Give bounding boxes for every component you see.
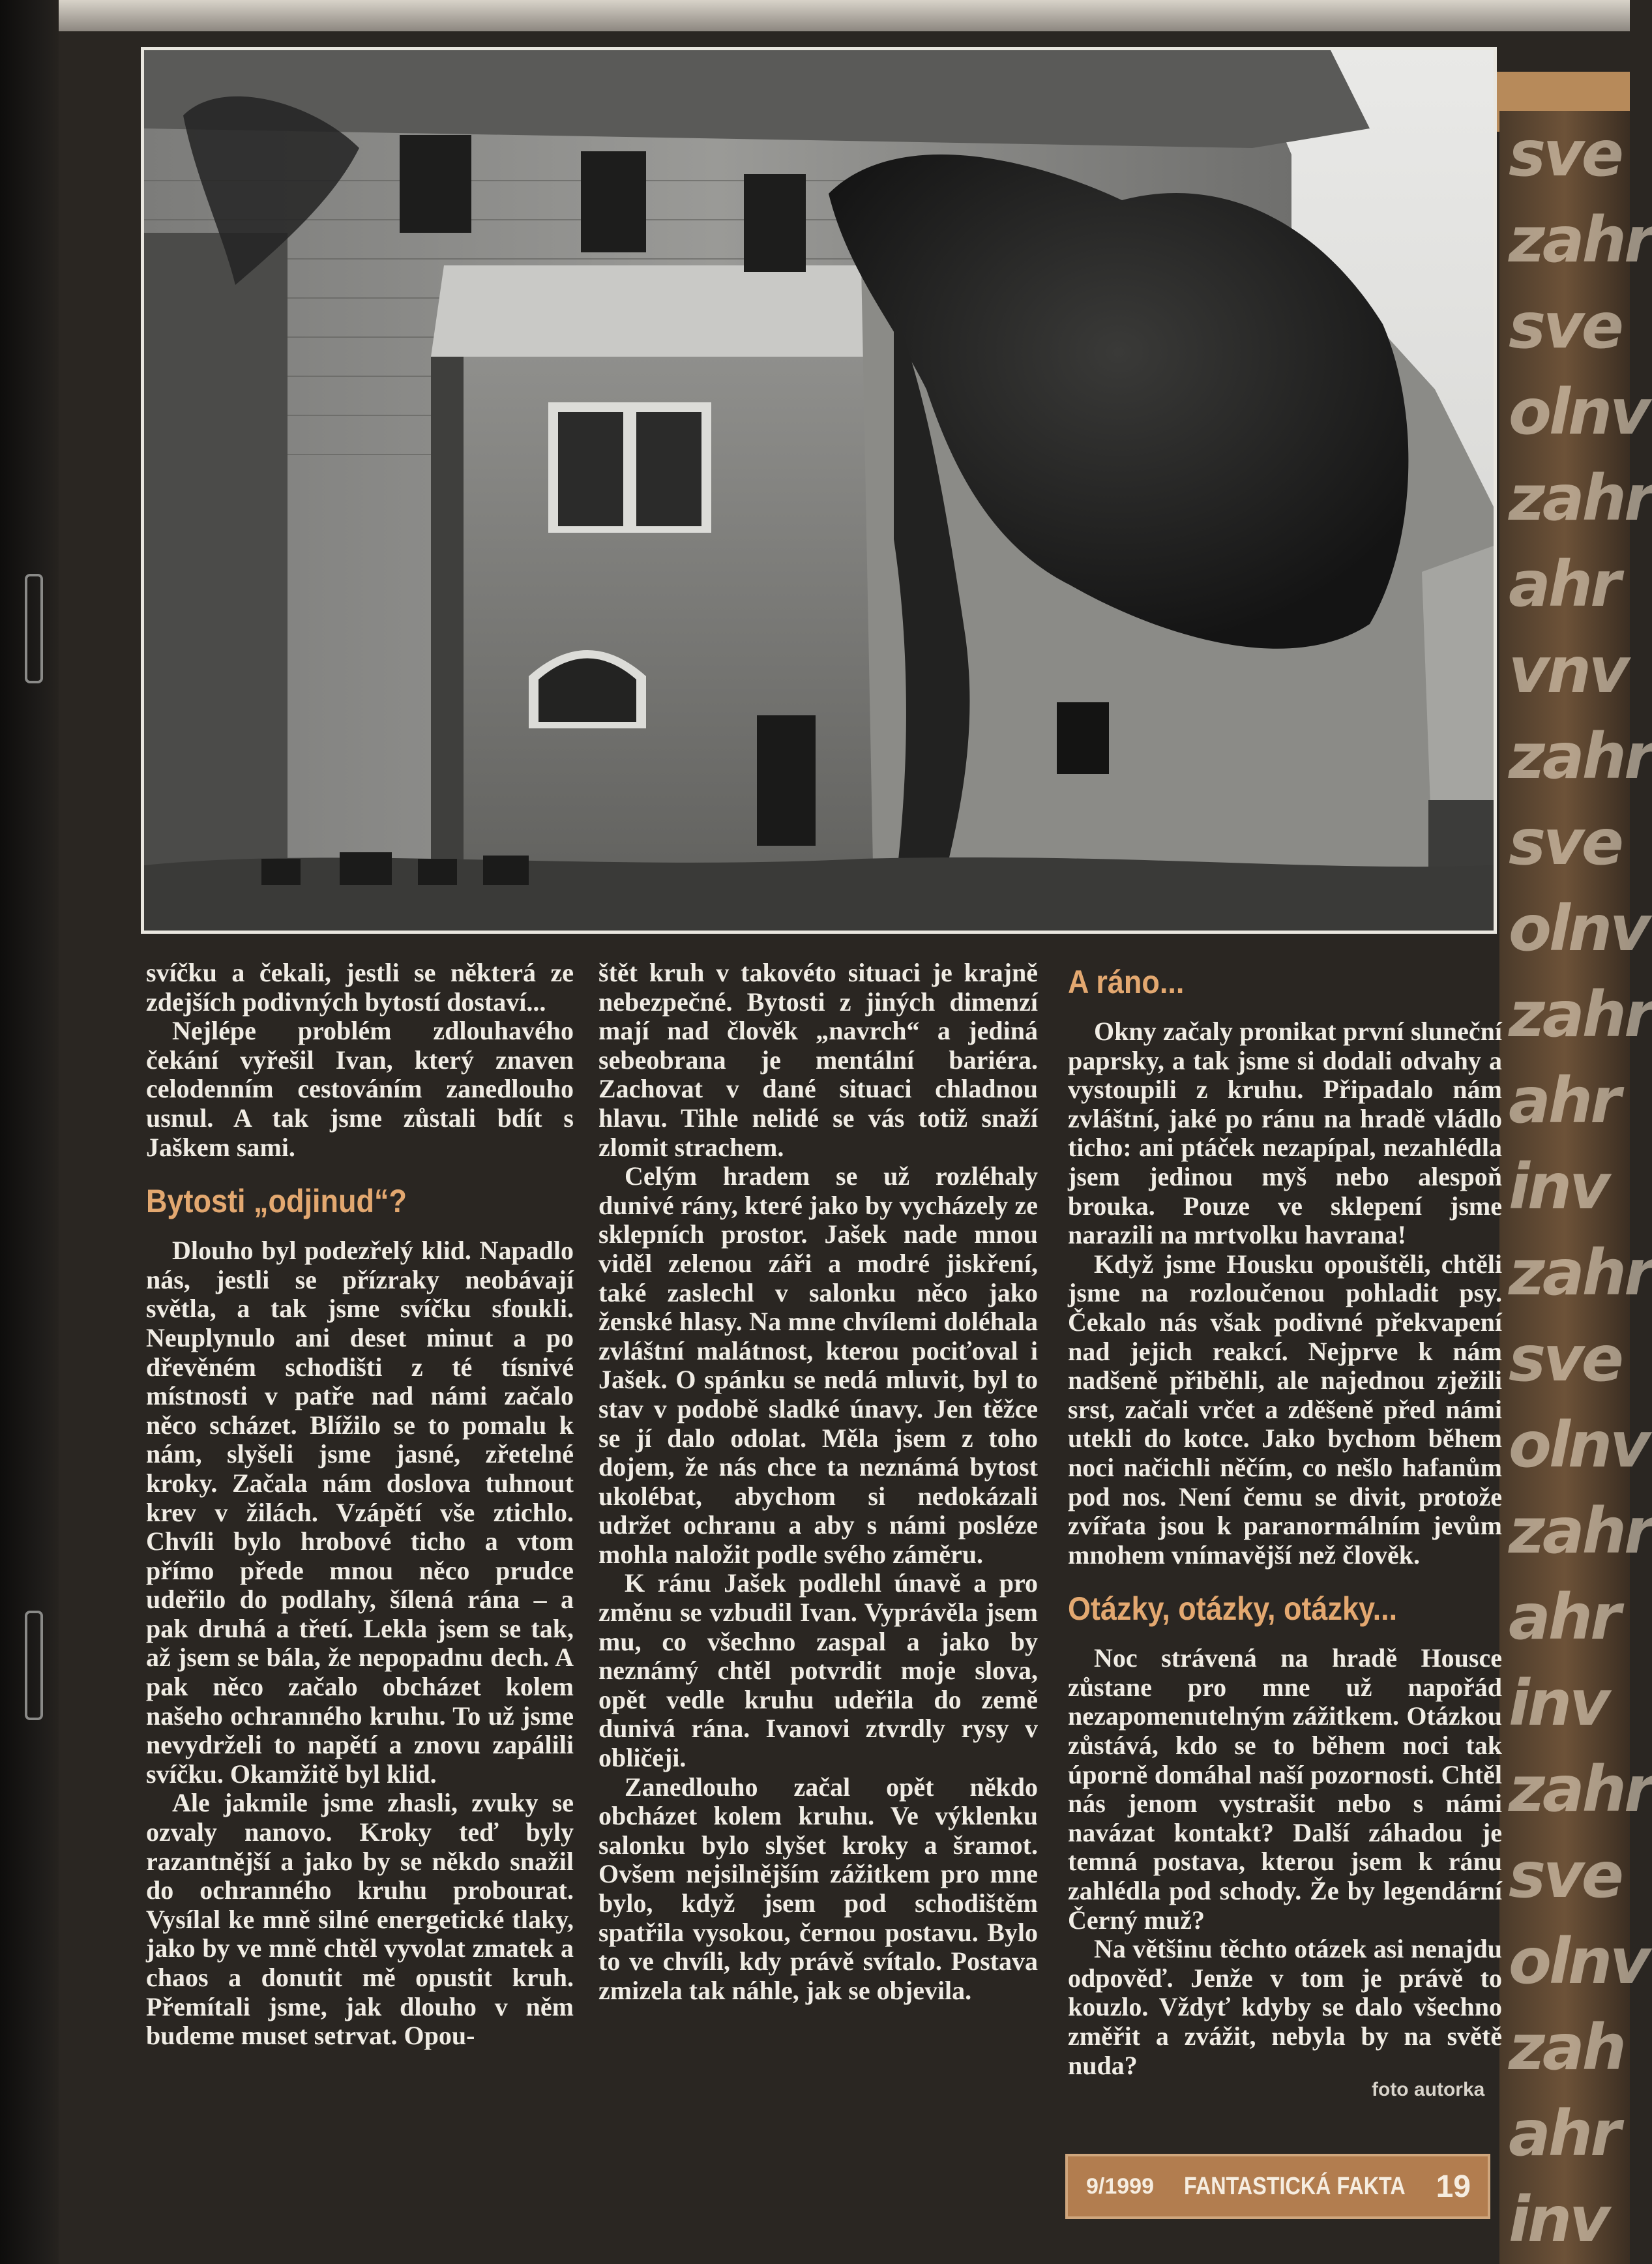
strip-word: inv (1509, 2183, 1608, 2256)
strip-word: olnv (1509, 376, 1648, 449)
text-column-1 (146, 959, 574, 2051)
paragraph: Dlouho byl podezřelý klid. Napadlo nás, jestli se přízraky neobávají světla, a tak jsme svíčku sfoukli. Neuplynulo ani deset minut a po dřevěném schodišti z té tísnivé místnosti v patře nad námi začalo něco scházet. Blížilo se to pomalu k nám, slyšeli jsme jasné, zřetelné kroky. Začala nám doslova tuhnout krev v žilách. Vzápětí vše ztichlo. Chvíli bylo hrobové ticho a vtom přímo přede mnou něco prudce udeřilo do podlahy, šílená rána – a pak druhá a třetí. Lekla jsem se tak, až jsem se bála, že nepopadnu dech. A pak něco začalo obcházet kolem našeho ochranného kruhu. To už jsme nevydrželi to napětí a znovu zapálili svíčku. Okamžitě byl klid. (146, 1236, 574, 1789)
strip-word: ahr (1509, 2097, 1619, 2170)
strip-word: zahr (1509, 720, 1652, 793)
strip-word: inv (1509, 1667, 1608, 1740)
strip-word: zahr (1509, 1495, 1652, 1568)
strip-word: zah (1509, 2011, 1624, 2084)
strip-word: sve (1509, 1839, 1621, 1912)
paragraph: Na většinu těchto otázek asi nenajdu odpověď. Jenže v tom je právě to kouzlo. Vždyť kdyby se dalo všechno změřit a zvážit, nebyla by na světě nuda? (1068, 1934, 1502, 2080)
section-heading: Bytosti „odjinud“? (146, 1183, 407, 1220)
strip-word: inv (1509, 1150, 1608, 1223)
strip-word: zahr (1509, 1236, 1652, 1309)
magazine-binding (0, 0, 59, 2264)
strip-word: olnv (1509, 1925, 1648, 1998)
paragraph: Když jsme Housku opouštěli, chtěli jsme na rozloučenou pohladit psy. Čekalo nás však podivné překvapení nad jejich reakcí. Nejprve k nám nadšeně přiběhli, ale najednou zježili srst, začali vrčet a zděšeně před námi utekli do kotce. Jako bychom během noci načichli něčím, co nešlo hafanům pod nos. Není čemu se divit, protože zvířata jsou k paranormálním jevům mnohem vnímavější než člověk. (1068, 1249, 1502, 1570)
strip-word: sve (1509, 806, 1621, 879)
paragraph: Noc strávená na hradě Housce zůstane pro mne už napořád nezapomenutelným zážitkem. Otázkou zůstává, kdo se to během noci tak úporně domáhal naší pozornosti. Chtěl nás jenom vystrašit nebo s námi navázat kontakt? Další záhadou je temná postava, kterou jsem k ránu zahlédla pod schody. Že by legendární Černý muž? (1068, 1643, 1502, 1935)
text-column-2 (598, 959, 1038, 2005)
strip-word: olnv (1509, 892, 1648, 965)
staple-icon (25, 574, 43, 683)
magazine-title: FANTASTICKÁ FAKTA (1184, 2172, 1406, 2200)
issue-number: 9/1999 (1086, 2173, 1154, 2199)
staple-icon (25, 1611, 43, 1720)
strip-word: sve (1509, 1322, 1621, 1395)
castle-photo (141, 47, 1497, 934)
next-page-strip (1499, 111, 1652, 2264)
strip-word: sve (1509, 117, 1621, 190)
strip-word: zahr (1509, 978, 1652, 1051)
strip-word: olnv (1509, 1408, 1648, 1482)
paragraph: Nejlépe problém zdlouhavého čekání vyřešil Ivan, který znaven celodenním cestováním zanedlouho usnul. A tak jsme zůstali bdít s Jaškem sami. (146, 1016, 574, 1162)
text-column-3 (1068, 959, 1502, 2080)
paragraph: svíčku a čekali, jestli se některá ze zdejších podivných bytostí dostaví... (146, 958, 574, 1017)
paragraph: Celým hradem se už rozléhaly dunivé rány, které jako by vycházely ze sklepních prostor. Jašek nade mnou viděl zelenou záři a modré jiskření, také zaslechl v salonku něco jako ženské hlasy. Na mne chvílemi doléhala zvláštní malátnost, kterou pociťoval i Jašek. O spánku se nedá mluvit, byl to stav v podobě sladké únavy. Jen těžce se jí dalo odolat. Měla jsem z toho dojem, že nás chce ta neznámá bytost ukolébat, abychom si nedokázali udržet ochranu a aby s námi posléze mohla naložit podle svého záměru. (598, 1161, 1038, 1569)
strip-word: zahr (1509, 1753, 1652, 1826)
section-heading: Otázky, otázky, otázky... (1068, 1590, 1398, 1628)
strip-word: sve (1509, 290, 1621, 363)
photo-credit: foto autorka (1372, 2079, 1485, 2100)
strip-word: vnv (1509, 634, 1627, 707)
paragraph: Zanedlouho začal opět někdo obcházet kolem kruhu. Ve výklenku salonku bylo slyšet kroky a šramot. Ovšem nejsilnějším zážitkem pro mne bylo, když jsem pod schodištěm spatřila vysokou, černou postavu. Bylo to ve chvíli, kdy právě svítalo. Postava zmizela tak náhle, jak se objevila. (598, 1772, 1038, 2005)
paragraph: Ale jakmile jsme zhasli, zvuky se ozvaly nanovo. Kroky teď byly razantnější a jako by se někdo snažil do ochranného kruhu probourat. Vysílal ke mně silné energetické tlaky, jako by ve mně chtěl vyvolat zmatek a chaos a donutit mě opustit kruh. Přemítali jsme, jak dlouho v něm budeme muset setrvat. Opou- (146, 1788, 574, 2051)
strip-word: ahr (1509, 1581, 1619, 1654)
paragraph: K ránu Jašek podlehl únavě a pro změnu se vzbudil Ivan. Vyprávěla jsem mu, co všechno zaspal a jako by neznámý chtěl potvrdit moje slova, opět vedle kruhu udeřila do země dunivá rána. Ivanovi ztvrdly rysy v obličeji. (598, 1568, 1038, 1773)
strip-word: zahr (1509, 462, 1652, 535)
strip-word: zahr (1509, 203, 1652, 276)
strip-word: ahr (1509, 548, 1619, 621)
section-heading: A ráno... (1068, 964, 1185, 1000)
strip-word: ahr (1509, 1064, 1619, 1137)
page-number: 19 (1436, 2169, 1471, 2204)
paragraph: štět kruh v takovéto situaci je krajně nebezpečné. Bytosti z jiných dimenzí mají nad člověk „navrch“ a jediná sebeobrana je mentální bariéra. Zachovat v dané situaci chladnou hlavu. Tihle nelidé se vás totiž snaží zlomit strachem. (598, 958, 1038, 1162)
paragraph: Okny začaly pronikat první sluneční paprsky, a tak jsme si dodali odvahy a vystoupili z kruhu. Připadalo nám zvláštní, jaké po ránu na hradě vládlo ticho: ani ptáček nezapípal, nezahlédla jsem jedinou myš nebo alespoň brouka. Pouze ve sklepení jsme narazili na mrtvolku havrana! (1068, 1017, 1502, 1250)
page-edge (0, 0, 1630, 31)
page-footer (1065, 2154, 1490, 2219)
